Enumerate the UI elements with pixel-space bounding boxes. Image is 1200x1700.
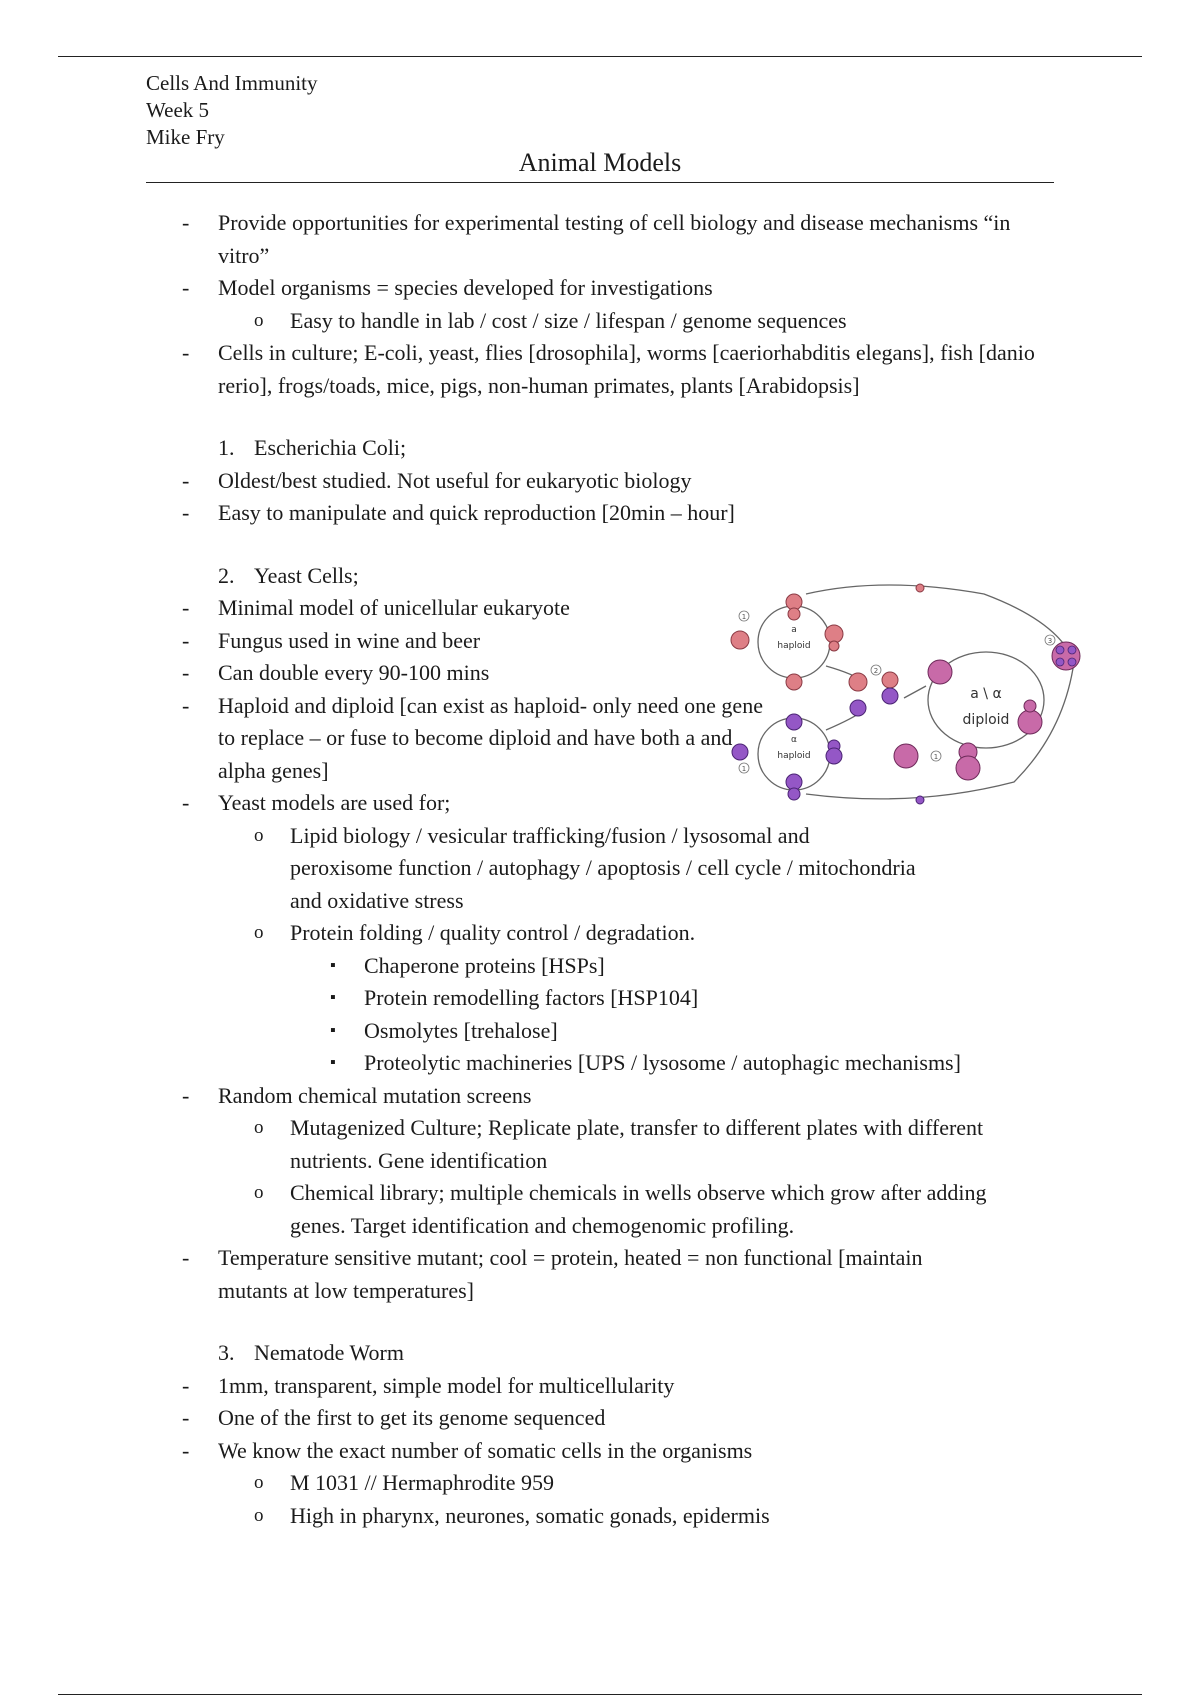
bullet xyxy=(146,497,1066,530)
sub-bullet xyxy=(146,820,1066,918)
sub-sub-bullet xyxy=(146,982,1066,1015)
dash-marker: - xyxy=(182,210,190,235)
sub-bullet xyxy=(146,917,1066,950)
section-title: Escherichia Coli; xyxy=(254,435,407,460)
dash-marker: - xyxy=(182,1245,190,1270)
section-number: 3. xyxy=(218,1340,235,1365)
sub-sub-bullet-text: Proteolytic machineries [UPS / lysosome / autophagic mechanisms] xyxy=(364,1050,961,1075)
a-cell xyxy=(731,631,749,649)
square-marker: ▪ xyxy=(330,956,336,974)
diploid-bud xyxy=(1024,700,1036,712)
alpha-cell xyxy=(826,748,842,764)
sub-sub-bullet xyxy=(146,1015,1066,1048)
a-bud xyxy=(829,641,839,651)
alpha-bud xyxy=(788,788,800,800)
step-number: 1 xyxy=(741,765,747,773)
bullet-text: Temperature sensitive mutant; cool = protein, heated = non functional [maintain mutants at low temperatures] xyxy=(218,1245,923,1303)
a-cell xyxy=(825,625,843,643)
dash-marker: - xyxy=(182,660,190,685)
label-diploid: diploid xyxy=(962,712,1010,728)
circle-marker: o xyxy=(254,1182,264,1203)
bullet xyxy=(146,207,1066,272)
dash-marker: - xyxy=(182,1082,190,1108)
bottom-rule xyxy=(58,1694,1142,1695)
sub-sub-bullet xyxy=(146,1047,1066,1080)
yeast-life-cycle-diagram xyxy=(714,582,1090,810)
bullet xyxy=(146,1080,1066,1113)
section-heading-nematode xyxy=(146,1337,1066,1370)
label-alpha: α xyxy=(791,735,797,745)
square-marker: ▪ xyxy=(330,989,336,1006)
week-label: Week 5 xyxy=(146,98,210,122)
dash-marker: - xyxy=(182,692,190,718)
bullet xyxy=(146,337,1066,402)
label-a: a xyxy=(791,625,797,635)
sub-bullet-text: M 1031 // Hermaphrodite 959 xyxy=(290,1470,554,1495)
diploid-cell xyxy=(956,756,980,780)
sub-bullet-text: High in pharynx, neurones, somatic gonads, epidermis xyxy=(290,1502,770,1528)
bullet-text: Yeast models are used for; xyxy=(218,790,451,815)
label-haploid-alpha: haploid xyxy=(777,751,811,761)
diploid-cell xyxy=(894,744,918,768)
ascospore xyxy=(1068,646,1076,654)
section-number: 1. xyxy=(218,435,235,460)
dash-marker: - xyxy=(182,340,190,365)
diploid-cell xyxy=(928,660,952,684)
step-number: 1 xyxy=(933,753,939,761)
bullet xyxy=(146,272,1066,305)
step-number: 2 xyxy=(873,667,879,675)
alpha-spore xyxy=(916,796,924,804)
circle-marker: o xyxy=(254,922,264,943)
dash-marker: - xyxy=(182,627,190,653)
circle-marker: o xyxy=(254,309,264,331)
bullet-text: 1mm, transparent, simple model for multicellularity xyxy=(218,1372,675,1398)
bullet-text: Random chemical mutation screens xyxy=(218,1082,532,1108)
course-name: Cells And Immunity xyxy=(146,71,318,95)
dash-marker: - xyxy=(182,1372,190,1398)
circle-marker: o xyxy=(254,1472,264,1493)
zygote-arrow xyxy=(904,686,926,698)
page-title: Animal Models xyxy=(146,148,1054,183)
step-number: 3 xyxy=(1047,637,1053,645)
sub-bullet-text: Mutagenized Culture; Replicate plate, transfer to different plates with different nutrients. Gene identification xyxy=(290,1115,984,1173)
sub-bullet xyxy=(146,305,1066,338)
dash-marker: - xyxy=(182,595,190,620)
label-a-alpha: a \ α xyxy=(970,686,1002,702)
alpha-cell xyxy=(786,714,802,730)
dash-marker: - xyxy=(182,790,190,815)
dash-marker: - xyxy=(182,1437,190,1463)
ascus xyxy=(1052,642,1080,670)
sub-bullet xyxy=(146,1467,1066,1500)
dash-marker: - xyxy=(182,467,190,493)
bullet-text: Cells in culture; E-coli, yeast, flies [drosophila], worms [caeriorhabditis elegans], fish [danio rerio], frogs/toads, mice, pigs, non-human primates, plants [Arabidopsis] xyxy=(218,340,1035,398)
notes-body xyxy=(146,207,1066,1532)
dash-marker: - xyxy=(182,275,190,300)
bullet-text: One of the first to get its genome sequenced xyxy=(218,1405,606,1430)
a-bud xyxy=(788,608,800,620)
sub-bullet-text: Protein folding / quality control / degradation. xyxy=(290,920,696,945)
bullet xyxy=(146,465,1066,498)
a-spore xyxy=(916,584,924,592)
circle-marker: o xyxy=(254,824,264,846)
bullet-text: Can double every 90-100 mins xyxy=(218,660,490,685)
ascospore xyxy=(1056,658,1064,666)
alpha-mating-cell xyxy=(850,700,866,716)
document-header xyxy=(146,70,318,151)
dash-marker: - xyxy=(182,500,190,525)
square-marker: ▪ xyxy=(330,1021,336,1039)
bullet-text: Fungus used in wine and beer xyxy=(218,627,481,653)
bullet xyxy=(146,1435,1066,1468)
sub-bullet xyxy=(146,1500,1066,1533)
ascospore xyxy=(1068,658,1076,666)
dash-marker: - xyxy=(182,1405,190,1430)
bullet-text: We know the exact number of somatic cells in the organisms xyxy=(218,1437,753,1463)
sub-sub-bullet-text: Osmolytes [trehalose] xyxy=(364,1017,558,1043)
circle-marker: o xyxy=(254,1117,264,1138)
bullet-text: Haploid and diploid [can exist as haploid- only need one gene to replace – or fuse to become diploid and have both a and alpha genes] xyxy=(218,692,763,783)
sub-sub-bullet xyxy=(146,950,1066,983)
a-cell xyxy=(786,674,802,690)
bullet-text: Provide opportunities for experimental testing of cell biology and disease mechanisms “in vitro” xyxy=(218,210,1011,268)
section-number: 2. xyxy=(218,562,235,588)
section-heading-ecoli xyxy=(146,432,1066,465)
sub-bullet-text: Lipid biology / vesicular trafficking/fusion / lysosomal and peroxisome function / autophagy / apoptosis / cell cycle / mitochondria and oxidative stress xyxy=(290,822,916,913)
sub-bullet-text: Easy to handle in lab / cost / size / lifespan / genome sequences xyxy=(290,307,847,333)
bullet xyxy=(146,1402,1066,1435)
diploid-cell xyxy=(1018,710,1042,734)
sub-sub-bullet-text: Chaperone proteins [HSPs] xyxy=(364,952,605,978)
sub-bullet xyxy=(146,1177,1066,1242)
step-number: 1 xyxy=(741,613,747,621)
a-mating-cell xyxy=(882,672,898,688)
bullet-text: Model organisms = species developed for investigations xyxy=(218,275,713,300)
section-title: Yeast Cells; xyxy=(254,562,359,588)
ascospore xyxy=(1056,646,1064,654)
square-marker: ▪ xyxy=(330,1054,336,1071)
outer-cycle-path xyxy=(806,585,1074,799)
alpha-mating-cell xyxy=(882,688,898,704)
sub-bullet xyxy=(146,1112,1066,1177)
bullet-text: Minimal model of unicellular eukaryote xyxy=(218,595,570,620)
sub-bullet-text: Chemical library; multiple chemicals in wells observe which grow after adding genes. Target identification and chemogenomic profiling. xyxy=(290,1180,987,1238)
sub-sub-bullet-text: Protein remodelling factors [HSP104] xyxy=(364,985,699,1010)
top-rule xyxy=(58,56,1142,57)
circle-marker: o xyxy=(254,1504,264,1526)
bullet xyxy=(146,1242,1066,1307)
alpha-cell xyxy=(732,744,748,760)
author-name: Mike Fry xyxy=(146,125,225,149)
bullet-text: Easy to manipulate and quick reproduction [20min – hour] xyxy=(218,500,735,525)
a-mating-cell xyxy=(849,673,867,691)
bullet xyxy=(146,1370,1066,1403)
section-title: Nematode Worm xyxy=(254,1340,404,1365)
bullet-text: Oldest/best studied. Not useful for eukaryotic biology xyxy=(218,467,692,493)
label-haploid-a: haploid xyxy=(777,641,811,651)
